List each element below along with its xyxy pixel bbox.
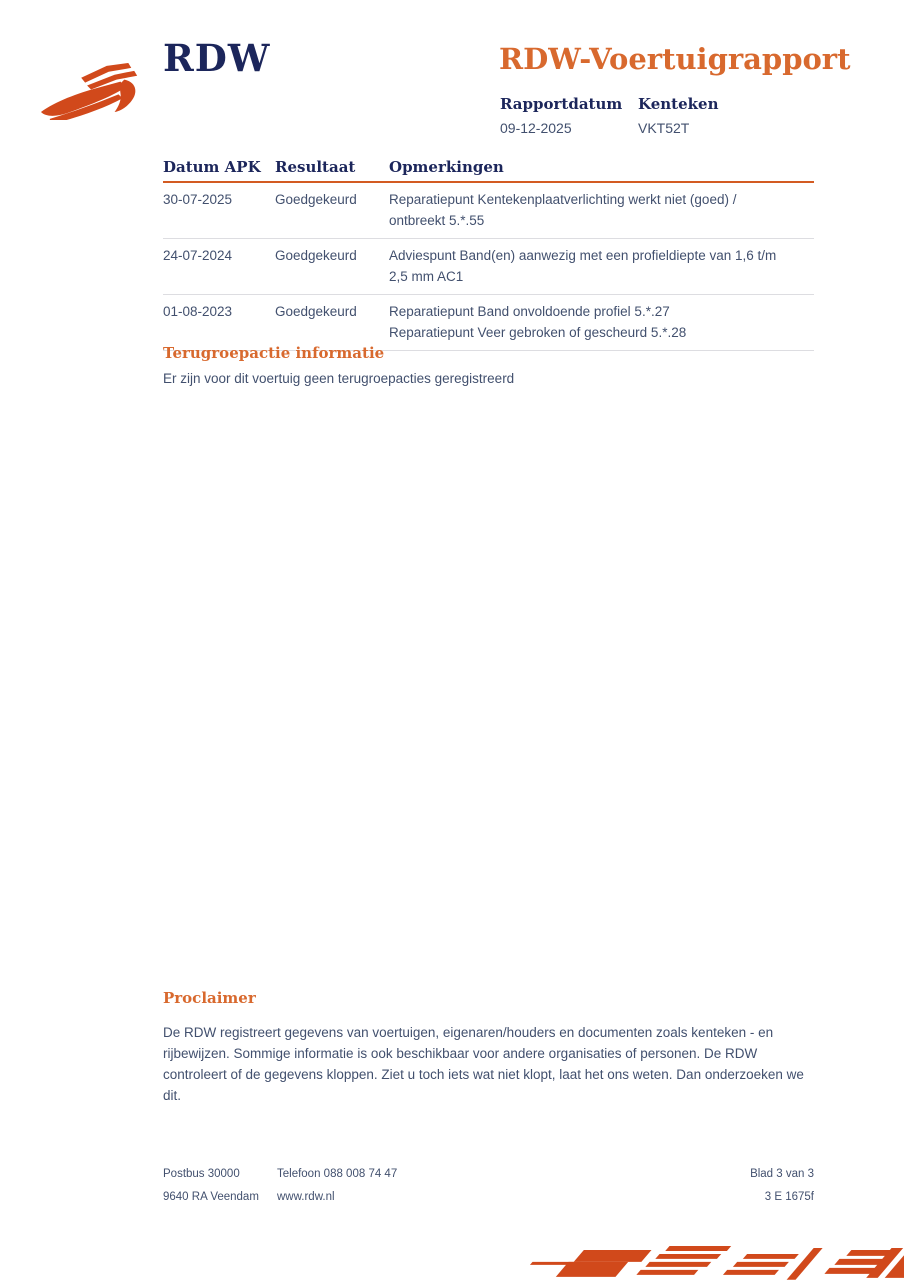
- footer-website-link[interactable]: www.rdw.nl: [277, 1191, 335, 1203]
- footer-postbus: Postbus 30000: [163, 1168, 240, 1180]
- cell-resultaat: Goedgekeurd: [275, 248, 357, 263]
- kenteken-label: Kenteken: [638, 95, 719, 113]
- cell-resultaat: Goedgekeurd: [275, 304, 357, 319]
- proclaimer-heading: Proclaimer: [163, 989, 256, 1007]
- proclaimer-section: [163, 989, 814, 1106]
- rapportdatum-label: Rapportdatum: [500, 95, 623, 113]
- rdw-wing-logo-icon: [38, 56, 146, 120]
- cell-datum: 30-07-2025: [163, 192, 233, 207]
- cell-opmerkingen: [389, 301, 814, 343]
- table-row: [163, 295, 814, 351]
- cell-resultaat: Goedgekeurd: [275, 192, 357, 207]
- apk-history-table: [163, 158, 814, 351]
- table-row: [163, 239, 814, 295]
- table-row: [163, 183, 814, 239]
- page-title: RDW-Voertuigrapport: [499, 42, 851, 76]
- terugroepactie-body: Er zijn voor dit voertuig geen terugroepacties geregistreerd: [163, 371, 515, 386]
- rapportdatum-block: [500, 95, 638, 136]
- cell-opmerkingen: [389, 245, 814, 287]
- terugroepactie-heading: Terugroepactie informatie: [163, 344, 385, 362]
- kenteken-block: [638, 95, 776, 136]
- rapportdatum-value: 09-12-2025: [500, 120, 572, 136]
- opmerking-line: Reparatiepunt Kentekenplaatverlichting werkt niet (goed) /: [389, 192, 737, 207]
- column-header-datum-apk: Datum APK: [163, 158, 261, 176]
- proclaimer-body: De RDW registreert gegevens van voertuigen, eigenaren/houders en documenten zoals kenteken - en rijbewijzen. Sommige informatie is ook beschikbaar voor andere organisaties of personen. De RDW controleert of de gegevens kloppen. Ziet u toch iets wat niet klopt, laat het ons weten. Dan onderzoeken we dit.: [163, 1025, 804, 1103]
- footer-phone: Telefoon 088 008 74 47: [277, 1168, 398, 1180]
- report-meta: [500, 95, 776, 136]
- cell-datum: 01-08-2023: [163, 304, 233, 319]
- rdw-speed-lines-icon: [516, 1242, 904, 1280]
- opmerking-line: 2,5 mm AC1: [389, 269, 464, 284]
- rdw-logo-wordmark: RDW: [163, 36, 271, 80]
- opmerking-line: Reparatiepunt Veer gebroken of gescheurd 5.*.28: [389, 325, 687, 340]
- cell-opmerkingen: [389, 189, 814, 231]
- opmerking-line: Adviespunt Band(en) aanwezig met een profieldiepte van 1,6 t/m: [389, 248, 777, 263]
- page-footer: [163, 1168, 814, 1203]
- footer-city: 9640 RA Veendam: [163, 1191, 259, 1203]
- opmerking-line: ontbreekt 5.*.55: [389, 213, 485, 228]
- column-header-opmerkingen: Opmerkingen: [389, 158, 504, 176]
- terugroepactie-section: [163, 344, 814, 386]
- footer-form-code: 3 E 1675f: [764, 1191, 814, 1203]
- cell-datum: 24-07-2024: [163, 248, 233, 263]
- opmerking-line: Reparatiepunt Band onvoldoende profiel 5.*.27: [389, 304, 670, 319]
- column-header-resultaat: Resultaat: [275, 158, 356, 176]
- table-header-row: [163, 158, 814, 183]
- footer-page-indicator: Blad 3 van 3: [750, 1168, 814, 1180]
- kenteken-value: VKT52T: [638, 120, 690, 136]
